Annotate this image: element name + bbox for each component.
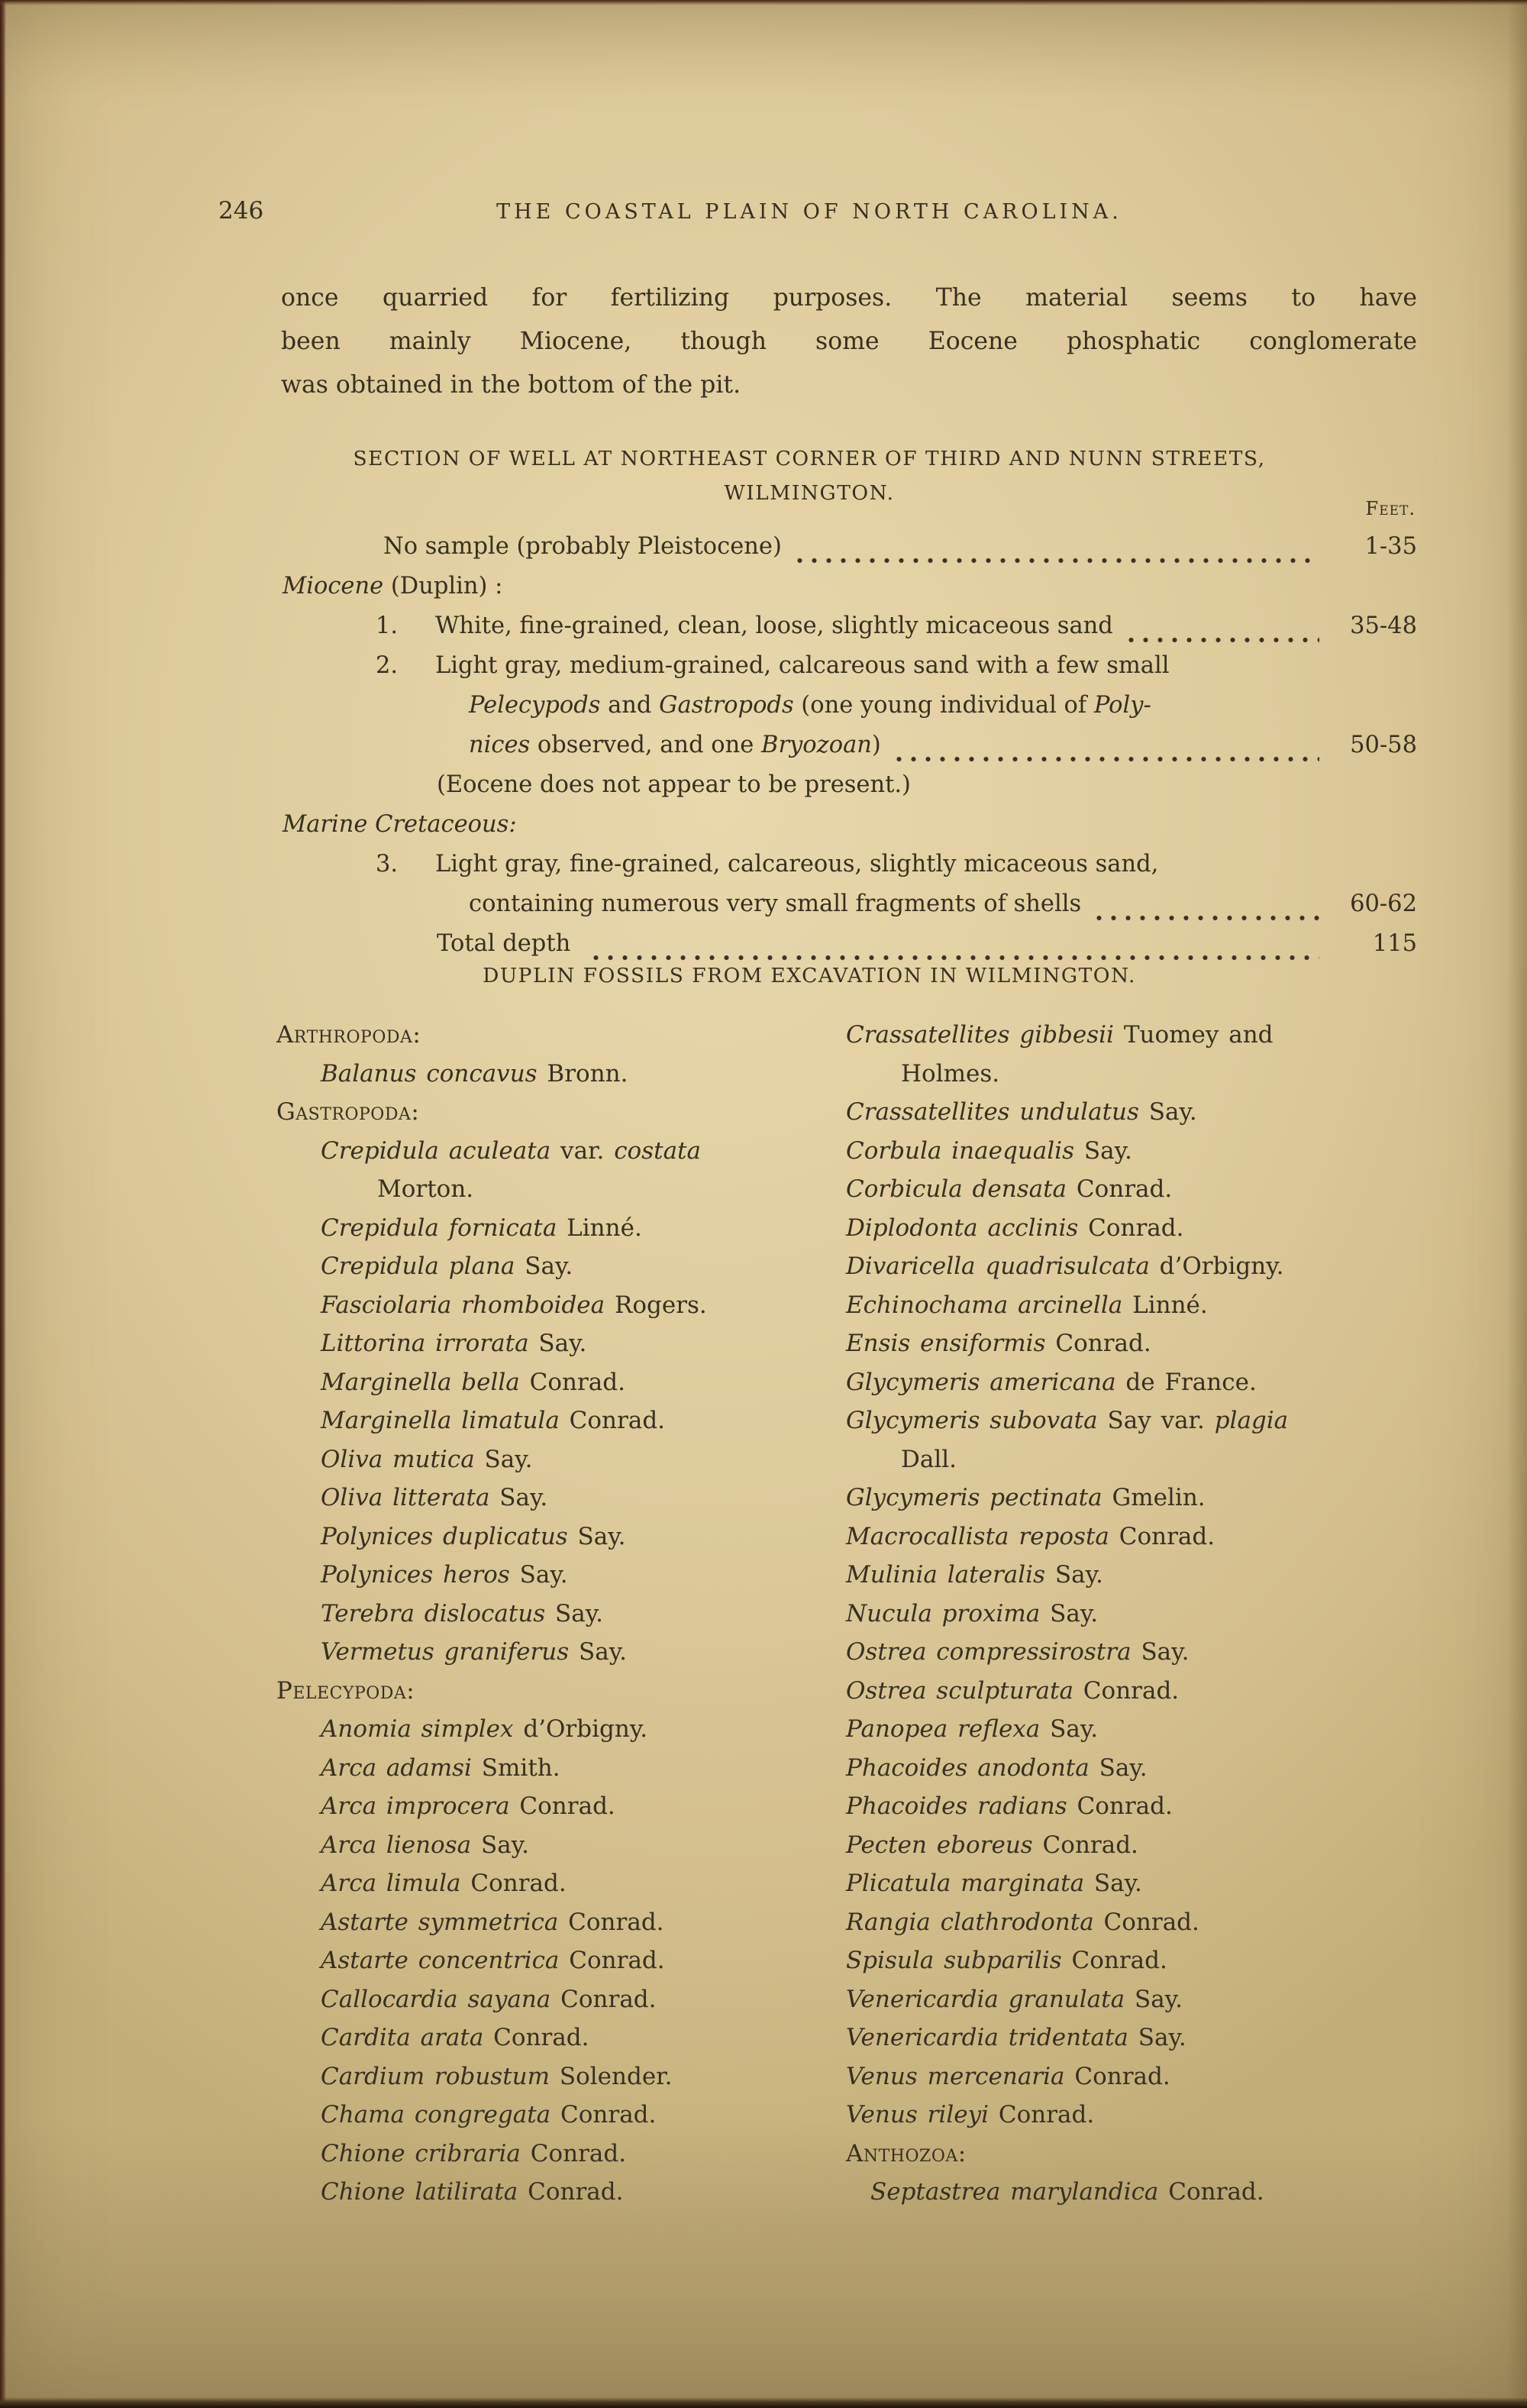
taxon-name: Oliva litterata	[321, 1484, 490, 1511]
dot-leader	[892, 754, 1319, 764]
taxon-name: Mulinia lateralis	[846, 1561, 1045, 1589]
fossil-entry	[272, 1324, 840, 1363]
fossil-entry	[840, 1055, 1443, 1094]
plain-text: (Duplin) :	[383, 573, 503, 600]
plain-text: Gmelin.	[1102, 1484, 1206, 1511]
well-row	[282, 851, 1417, 890]
fossil-column-right	[840, 1016, 1443, 2212]
taxon-name: Polynices duplicatus	[321, 1522, 568, 1550]
scan-bottom-border	[0, 2397, 1527, 2408]
plain-text: Conrad.	[550, 1985, 657, 2013]
taxon-name: Crepidula plana	[321, 1252, 515, 1280]
plain-text: Light gray, medium-grained, calcareous sand with a few small	[435, 652, 1170, 679]
plain-text: and	[600, 692, 660, 719]
plain-text: )	[871, 732, 881, 758]
taxon-name: Oliva mutica	[321, 1445, 475, 1473]
fossil-entry	[840, 1826, 1443, 1865]
fossil-entry	[840, 1401, 1443, 1440]
scan-top-border	[0, 0, 1527, 5]
plain-text: Conrad.	[1045, 1330, 1151, 1357]
plain-text: Say.	[545, 1599, 604, 1627]
fossil-entry	[272, 1864, 840, 1903]
well-row	[282, 890, 1417, 930]
depth-value: 50-58	[1350, 732, 1417, 758]
taxon-name: Arca limula	[321, 1870, 461, 1897]
fossil-entry	[272, 1749, 840, 1788]
fossil-entry	[272, 1363, 840, 1402]
plain-text: Say.	[515, 1252, 573, 1280]
taxon-name: Venus rileyi	[846, 2101, 989, 2128]
depth-value: 35-48	[1350, 613, 1417, 639]
taxon-name: Panopea reflexa	[846, 1715, 1041, 1743]
taxon-name: Pelecypods	[469, 692, 601, 719]
plain-text: Pelecypoda:	[276, 1676, 415, 1705]
fossil-column-left	[272, 1016, 840, 2212]
plain-text: Bronn.	[537, 1059, 628, 1088]
well-row	[282, 573, 1417, 613]
intro-line: been mainly Miocene, though some Eocene phosphatic conglomerate	[281, 328, 1417, 355]
fossil-entry	[272, 1556, 840, 1595]
depth-value: 115	[1372, 930, 1417, 957]
intro-line: was obtained in the bottom of the pit.	[281, 371, 741, 399]
taxon-name: Astarte concentrica	[321, 1947, 560, 1974]
fossil-entry	[272, 2096, 840, 2135]
taxon-name: Venus mercenaria	[846, 2062, 1065, 2090]
fossil-entry	[272, 1980, 840, 2019]
plain-text: Conrad.	[1061, 1947, 1167, 1974]
plain-text: Smith.	[471, 1753, 560, 1782]
plain-text: Conrad.	[989, 2101, 1095, 2128]
intro-line: once quarried for fertilizing purposes. The material seems to have	[281, 284, 1417, 312]
plain-text: Conrad.	[520, 2139, 627, 2167]
well-row	[282, 533, 1417, 573]
well-section-rows	[282, 533, 1417, 970]
taxon-name: Arca improcera	[321, 1792, 510, 1820]
well-row-text	[437, 771, 911, 798]
plain-text: Conrad.	[483, 2024, 589, 2051]
fossil-entry	[840, 1016, 1443, 1055]
feet-unit-label: Feet.	[1365, 498, 1416, 519]
fossil-entry	[272, 1055, 840, 1094]
fossil-entry	[840, 1209, 1443, 1248]
taxon-name: Rangia clathrodonta	[846, 1908, 1094, 1936]
taxon-name: Crassatellites undulatus	[846, 1098, 1139, 1126]
plain-text: Say.	[1131, 1638, 1190, 1666]
fossil-entry	[272, 2019, 840, 2057]
plain-text: Arthropoda:	[276, 1021, 421, 1049]
dot-leader	[793, 555, 1319, 566]
taxon-name: Marine Cretaceous:	[282, 811, 517, 838]
plain-text: Gastropoda:	[276, 1098, 420, 1126]
fossil-entry	[840, 1247, 1443, 1286]
well-row	[282, 732, 1417, 771]
taxon-name: Diplodonta acclinis	[846, 1214, 1079, 1242]
taxon-name: Arca adamsi	[321, 1753, 472, 1782]
taxon-name: Macrocallista reposta	[846, 1522, 1109, 1550]
fossil-entry	[840, 1710, 1443, 1749]
plain-text: Tuomey and	[1113, 1021, 1274, 1049]
plain-text: Say var.	[1097, 1407, 1215, 1434]
taxon-name: Ensis ensiformis	[846, 1330, 1046, 1357]
well-row	[282, 652, 1417, 692]
plain-text: d’Orbigny.	[513, 1715, 648, 1743]
fossil-entry	[840, 2057, 1443, 2096]
taxon-name: Crassatellites gibbesii	[846, 1021, 1114, 1049]
fossil-list	[272, 1016, 1443, 2212]
dot-leader	[1092, 913, 1319, 923]
taxon-name: plagia	[1214, 1407, 1289, 1434]
taxon-name: Gastropods	[659, 692, 794, 719]
plain-text: Say.	[1040, 1599, 1099, 1627]
plain-text: Conrad.	[550, 2101, 657, 2128]
plain-text: No sample (probably Pleistocene)	[383, 533, 782, 560]
fossil-entry	[840, 1132, 1443, 1171]
fossil-class-heading	[272, 1093, 840, 1132]
plain-text: Holmes.	[901, 1059, 1000, 1088]
taxon-name: Phacoides anodonta	[846, 1753, 1090, 1782]
taxon-name: Chama congregata	[321, 2101, 551, 2128]
well-row-number: 1.	[376, 613, 399, 639]
plain-text: Say.	[567, 1522, 626, 1550]
plain-text: Say.	[569, 1638, 627, 1666]
taxon-name: Poly-	[1093, 692, 1151, 719]
taxon-name: Spisula subparilis	[846, 1947, 1062, 1974]
fossil-class-heading	[272, 1672, 840, 1711]
fossil-entry	[840, 1980, 1443, 2019]
plain-text: Dall.	[901, 1445, 957, 1473]
plain-text: Conrad.	[1067, 1175, 1173, 1203]
fossil-entry	[840, 2019, 1443, 2057]
taxon-name: Septastrea marylandica	[870, 2178, 1159, 2206]
fossil-entry	[272, 1903, 840, 1942]
fossil-entry	[840, 2173, 1443, 2212]
well-row-number: 2.	[376, 652, 399, 679]
plain-text: Light gray, fine-grained, calcareous, slightly micaceous sand,	[435, 851, 1159, 878]
fossil-class-heading	[272, 1016, 840, 1055]
taxon-name: Miocene	[282, 573, 384, 600]
plain-text: Say.	[1128, 2024, 1186, 2051]
fossil-entry	[272, 1826, 840, 1865]
taxon-name: Venericardia granulata	[846, 1985, 1125, 2013]
well-row-text	[435, 851, 1158, 878]
plain-text: Conrad.	[558, 1908, 664, 1936]
fossil-entry	[272, 1518, 840, 1556]
taxon-name: Chione cribraria	[321, 2139, 521, 2167]
fossil-entry	[840, 1749, 1443, 1788]
well-row-number: 3.	[376, 851, 399, 878]
plain-text: Say.	[1040, 1715, 1099, 1743]
fossil-list-heading: DUPLIN FOSSILS FROM EXCAVATION IN WILMINGTON.	[483, 964, 1136, 987]
taxon-name: Fasciolaria rhomboidea	[321, 1291, 605, 1319]
fossil-entry	[272, 1787, 840, 1826]
taxon-name: Chione latilirata	[321, 2178, 518, 2206]
plain-text: (Eocene does not appear to be present.)	[437, 771, 911, 798]
fossil-entry	[840, 1479, 1443, 1518]
plain-text: Morton.	[377, 1175, 474, 1203]
taxon-name: Corbicula densata	[846, 1175, 1067, 1203]
depth-value: 60-62	[1350, 890, 1417, 917]
well-row	[282, 692, 1417, 732]
taxon-name: Ostrea sculpturata	[846, 1676, 1073, 1705]
well-row	[282, 613, 1417, 652]
taxon-name: Polynices heros	[321, 1561, 510, 1589]
plain-text: Linné.	[557, 1214, 642, 1242]
running-title: THE COASTAL PLAIN OF NORTH CAROLINA.	[496, 200, 1122, 224]
fossil-entry	[840, 1518, 1443, 1556]
plain-text: Linné.	[1122, 1291, 1208, 1319]
fossil-entry	[272, 1247, 840, 1286]
well-row-text	[469, 732, 881, 758]
fossil-entry	[272, 1286, 840, 1325]
plain-text: Say.	[471, 1831, 529, 1859]
taxon-name: Plicatula marginata	[846, 1870, 1085, 1897]
plain-text: Conrad.	[1064, 2062, 1170, 2090]
taxon-name: Echinochama arcinella	[846, 1291, 1123, 1319]
fossil-entry	[272, 1479, 840, 1518]
taxon-name: Marginella limatula	[321, 1407, 560, 1434]
fossil-entry	[272, 2135, 840, 2174]
taxon-name: Cardita arata	[321, 2024, 484, 2051]
well-row-text	[437, 930, 578, 957]
well-row	[282, 771, 1417, 811]
well-row-text	[282, 573, 502, 600]
plain-text: Conrad.	[1078, 1214, 1184, 1242]
taxon-name: Callocardia sayana	[321, 1985, 551, 2013]
fossil-entry	[840, 1556, 1443, 1595]
fossil-entry	[840, 1324, 1443, 1363]
fossil-entry	[840, 1363, 1443, 1402]
plain-text: Conrad.	[1073, 1676, 1180, 1705]
plain-text: Say.	[509, 1561, 568, 1589]
scan-left-border	[0, 0, 6, 2408]
taxon-name: Phacoides radians	[846, 1792, 1067, 1820]
taxon-name: Glycymeris pectinata	[846, 1484, 1102, 1511]
scan-right-shading	[1507, 0, 1527, 2408]
taxon-name: Vermetus graniferus	[321, 1638, 570, 1666]
taxon-name: Pecten eboreus	[846, 1831, 1033, 1859]
fossil-entry	[840, 1903, 1443, 1942]
fossil-entry	[272, 1941, 840, 1980]
fossil-entry	[840, 1595, 1443, 1634]
taxon-name: Astarte symmetrica	[321, 1908, 559, 1936]
taxon-name: Crepidula fornicata	[321, 1214, 557, 1242]
fossil-entry	[840, 1672, 1443, 1711]
well-row-text	[435, 613, 1113, 639]
taxon-name: Venericardia tridentata	[846, 2024, 1128, 2051]
plain-text: Say.	[489, 1484, 548, 1511]
plain-text: Say.	[1089, 1753, 1148, 1782]
plain-text: Say.	[1045, 1561, 1103, 1589]
fossil-entry	[272, 1170, 840, 1209]
fossil-entry	[272, 2057, 840, 2096]
plain-text: Conrad.	[1093, 1908, 1199, 1936]
plain-text: Conrad.	[1158, 2178, 1264, 2206]
plain-text: Total depth	[437, 930, 578, 957]
plain-text: Conrad.	[1109, 1522, 1215, 1550]
fossil-entry	[840, 1633, 1443, 1672]
plain-text: Conrad.	[509, 1792, 615, 1820]
well-row-text	[383, 533, 782, 560]
plain-text: Solender.	[550, 2062, 673, 2090]
depth-value: 1-35	[1364, 533, 1417, 560]
plain-text: Conrad.	[519, 1368, 625, 1396]
plain-text: Say.	[1125, 1985, 1183, 2013]
plain-text: Conrad.	[518, 2178, 624, 2206]
plain-text: d’Orbigny.	[1149, 1252, 1284, 1280]
well-section-heading-line2: WILMINGTON.	[724, 481, 895, 505]
well-section-heading	[221, 441, 1397, 510]
dot-leader	[1124, 635, 1319, 645]
plain-text: Rogers.	[605, 1291, 707, 1319]
taxon-name: Ostrea compressirostra	[846, 1638, 1132, 1666]
plain-text: Conrad.	[559, 1407, 666, 1434]
taxon-name: Nucula proxima	[846, 1599, 1041, 1627]
taxon-name: Littorina irrorata	[321, 1330, 529, 1357]
taxon-name: Marginella bella	[321, 1368, 520, 1396]
taxon-name: Corbula inaequalis	[846, 1136, 1074, 1165]
taxon-name: Glycymeris subovata	[846, 1407, 1098, 1434]
fossil-entry	[272, 1710, 840, 1749]
fossil-entry	[272, 1132, 840, 1171]
fossil-entry	[840, 1440, 1443, 1479]
fossil-entry	[272, 2173, 840, 2212]
well-row-text	[469, 890, 1081, 917]
well-section-heading-line1: SECTION OF WELL AT NORTHEAST CORNER OF THIRD AND NUNN STREETS,	[353, 447, 1266, 470]
taxon-name: costata	[614, 1136, 702, 1165]
well-row-text	[469, 692, 1151, 719]
plain-text: Conrad.	[1032, 1831, 1138, 1859]
plain-text: Say.	[474, 1445, 533, 1473]
taxon-name: Crepidula aculeata	[321, 1136, 551, 1165]
fossil-entry	[840, 1864, 1443, 1903]
plain-text: var.	[550, 1136, 615, 1165]
plain-text: de France.	[1115, 1368, 1257, 1396]
dot-leader	[589, 952, 1319, 963]
taxon-name: Terebra dislocatus	[321, 1599, 546, 1627]
fossil-entry	[272, 1440, 840, 1479]
plain-text: Conrad.	[460, 1870, 567, 1897]
plain-text: Conrad.	[559, 1947, 665, 1974]
well-row	[282, 811, 1417, 851]
fossil-class-heading	[840, 2135, 1443, 2174]
taxon-name: Cardium robustum	[321, 2062, 550, 2090]
plain-text: containing numerous very small fragments of shells	[469, 890, 1082, 917]
plain-text: Say.	[1074, 1136, 1132, 1165]
well-row-text	[435, 652, 1169, 679]
fossil-entry	[840, 2096, 1443, 2135]
plain-text: Anthozoa:	[846, 2139, 967, 2167]
taxon-name: Bryozoan	[761, 732, 872, 758]
well-row-text	[282, 811, 517, 838]
taxon-name: nices	[469, 732, 531, 758]
plain-text: White, fine-grained, clean, loose, slightly micaceous sand	[435, 613, 1113, 639]
taxon-name: Balanus concavus	[321, 1059, 538, 1088]
intro-paragraph	[281, 276, 1417, 407]
plain-text: Say.	[1084, 1870, 1142, 1897]
plain-text: observed, and one	[530, 732, 762, 758]
taxon-name: Glycymeris americana	[846, 1368, 1116, 1396]
plain-text: Say.	[528, 1330, 587, 1357]
fossil-entry	[840, 1787, 1443, 1826]
taxon-name: Arca lienosa	[321, 1831, 472, 1859]
plain-text: (one young individual of	[793, 692, 1094, 719]
fossil-entry	[272, 1595, 840, 1634]
taxon-name: Divaricella quadrisulcata	[846, 1252, 1150, 1280]
fossil-entry	[840, 1170, 1443, 1209]
fossil-entry	[272, 1209, 840, 1248]
fossil-entry	[840, 1286, 1443, 1325]
plain-text: Conrad.	[1067, 1792, 1173, 1820]
plain-text: Say.	[1138, 1098, 1197, 1126]
fossil-entry	[840, 1941, 1443, 1980]
fossil-entry	[272, 1401, 840, 1440]
page-number: 246	[218, 197, 264, 225]
taxon-name: Anomia simplex	[321, 1715, 514, 1743]
fossil-entry	[272, 1633, 840, 1672]
fossil-entry	[840, 1093, 1443, 1132]
